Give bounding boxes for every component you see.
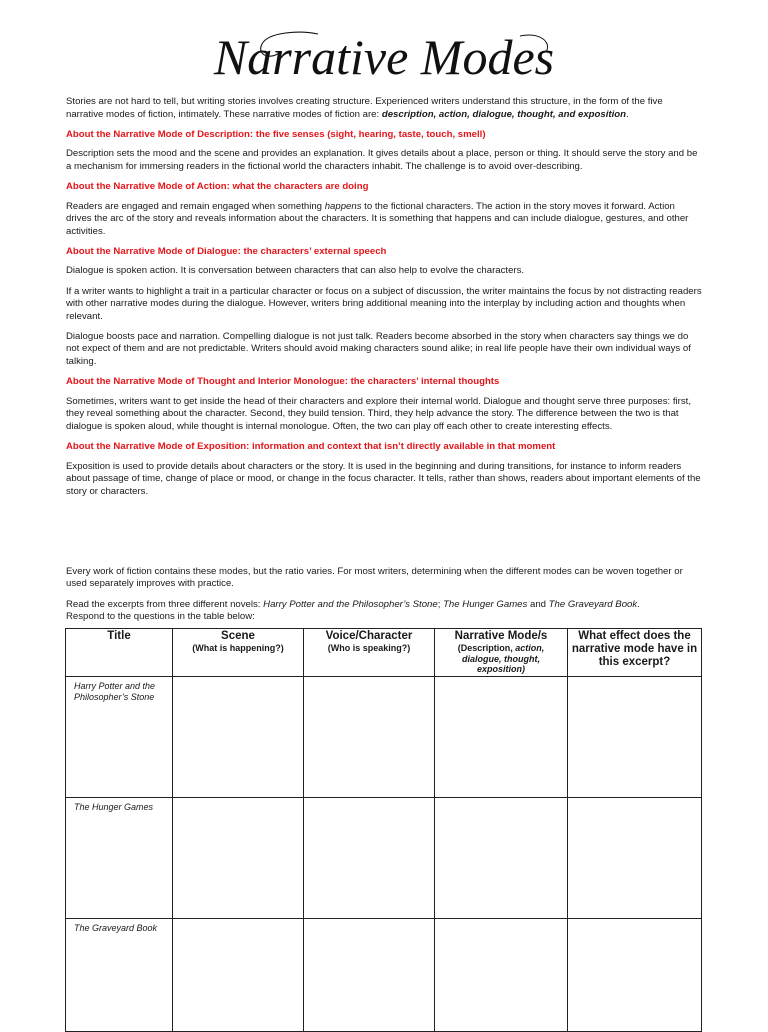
header-voice-sub: (Who is speaking?) xyxy=(327,643,411,653)
header-mode-sub-b: action, dialogue, thought, exposition) xyxy=(462,643,545,674)
mode-answer-cell[interactable] xyxy=(435,798,568,919)
spacer xyxy=(66,506,702,566)
mode-answer-cell[interactable] xyxy=(435,677,568,798)
intro-paragraph xyxy=(66,96,702,121)
voice-answer-cell[interactable] xyxy=(304,677,435,798)
thought-heading: About the Narrative Mode of Thought and Interior Monologue: the characters’ internal thoughts xyxy=(66,376,500,388)
read-book-2: The Hunger Games xyxy=(443,598,528,610)
read-book-1: Harry Potter and the Philosopher’s Stone xyxy=(263,598,438,610)
thought-text: Sometimes, writers want to get inside the head of their characters and explore their internal world. Dialogue and thought serve three purposes: first, they reveal something about the character. Second, they build tension. Third, they help advance the story. The difference between the two is that dialogue is spoken aloud, while thought is internal monologue. Often, the two can play off each other to create interesting effects. xyxy=(66,395,691,432)
voice-answer-cell[interactable] xyxy=(304,798,435,919)
header-title-label: Title xyxy=(107,630,131,642)
description-heading: About the Narrative Mode of Description: the five senses (sight, hearing, taste, touch, smell) xyxy=(66,128,486,140)
voice-answer-cell[interactable] xyxy=(304,919,435,1032)
mode-answer-cell[interactable] xyxy=(435,919,568,1032)
row-title-cell: The Hunger Games xyxy=(66,798,173,919)
header-voice xyxy=(304,629,435,677)
question-table xyxy=(65,628,702,1032)
scene-answer-cell[interactable] xyxy=(173,798,304,919)
effect-answer-cell[interactable] xyxy=(568,798,702,919)
exposition-text: Exposition is used to provide details about characters or the story. It is used in the beginning and during transitions, for instance to inform readers about passage of time, change of place or mood, or change in the focus character. It tells, rather than shows, readers about important elements of the story or characters. xyxy=(66,460,701,497)
action-heading: About the Narrative Mode of Action: what the characters are doing xyxy=(66,180,369,192)
intro-text: Stories are not hard to tell, but writing stories involves creating structure. Experienced writers understand this structure, in the form of the five narrative modes of fiction, intimately. These narrative modes of fiction are: xyxy=(66,96,663,120)
effect-answer-cell[interactable] xyxy=(568,677,702,798)
description-text: Description sets the mood and the scene and provides an explanation. It gives details about a place, person or thing. It should serve the story and be a mechanism for immersing readers in the fictional world the characters inhabit. The challenge is to avoid over-describing. xyxy=(66,148,698,172)
table-header-row xyxy=(66,629,702,677)
row-title-cell: The Graveyard Book xyxy=(66,919,173,1032)
header-mode-label: Narrative Mode/s xyxy=(454,630,548,642)
header-mode-sub xyxy=(438,643,564,675)
scene-answer-cell[interactable] xyxy=(173,919,304,1032)
title-script xyxy=(0,22,768,86)
read-sep-2: and xyxy=(527,598,549,610)
effect-answer-cell[interactable] xyxy=(568,919,702,1032)
action-text-b: to the fictional characters. The action in the story moves it forward. Action drives the arc of the story and reveals information about the characters. It is something that happens and can include dialogue, gestures, and other activities. xyxy=(66,200,689,237)
closing-paragraph: Every work of fiction contains these modes, but the ratio varies. For most writers, determining when the different modes can be woven together or used separately improves with practice. xyxy=(66,565,683,590)
dialogue-paragraph-3: Dialogue boosts pace and narration. Compelling dialogue is not just talk. Readers become absorbed in the story when characters say things we do not expect of them and are not predictable. Writers should avoid making characters sound alike; in real life people have their own individual ways of talking. xyxy=(66,330,691,367)
header-voice-label: Voice/Character xyxy=(325,630,413,642)
header-scene-sub: (What is happening?) xyxy=(192,643,284,653)
header-scene-label: Scene xyxy=(221,630,255,642)
action-text-a: Readers are engaged and remain engaged when something xyxy=(66,200,325,212)
read-book-3: The Graveyard Book xyxy=(548,598,638,610)
header-mode xyxy=(435,629,568,677)
page-title xyxy=(0,22,768,86)
body-content xyxy=(66,96,702,624)
header-title xyxy=(66,629,173,677)
action-emphasis: happens xyxy=(324,200,362,212)
dialogue-heading: About the Narrative Mode of Dialogue: the characters’ external speech xyxy=(66,245,387,257)
dialogue-paragraph-2: If a writer wants to highlight a trait in a particular character or focus on a subject of discussion, the writer maintains the focus by not distracting readers with other narrative modes during the dialogue. However, writers bring additional meaning into the interplay by including action and thoughts when relevant. xyxy=(66,285,702,322)
read-suffix: . xyxy=(637,598,640,610)
header-scene xyxy=(173,629,304,677)
intro-modes: description, action, dialogue, thought, and exposition xyxy=(381,108,626,120)
exposition-heading: About the Narrative Mode of Exposition: information and context that isn’t directly available in that moment xyxy=(66,440,556,452)
dialogue-paragraph-1: Dialogue is spoken action. It is conversation between characters that can also help to evolve the characters. xyxy=(66,265,525,277)
respond-instructions: Respond to the questions in the table below: xyxy=(66,611,255,623)
header-mode-sub-a: (Description, xyxy=(457,643,516,653)
title-text: Narrative Modes xyxy=(213,29,555,85)
read-sep-1: ; xyxy=(437,598,444,610)
table-row xyxy=(66,798,702,919)
read-prefix: Read the excerpts from three different novels: xyxy=(66,598,264,610)
action-text xyxy=(66,201,702,239)
table-row xyxy=(66,677,702,798)
row-title-cell: Harry Potter and the Philosopher’s Stone xyxy=(66,677,173,798)
table-row xyxy=(66,919,702,1032)
intro-end: . xyxy=(625,108,629,120)
read-instructions xyxy=(66,599,702,612)
header-effect-label: What effect does the narrative mode have in this excerpt? xyxy=(571,630,698,668)
header-effect xyxy=(568,629,702,677)
scene-answer-cell[interactable] xyxy=(173,677,304,798)
